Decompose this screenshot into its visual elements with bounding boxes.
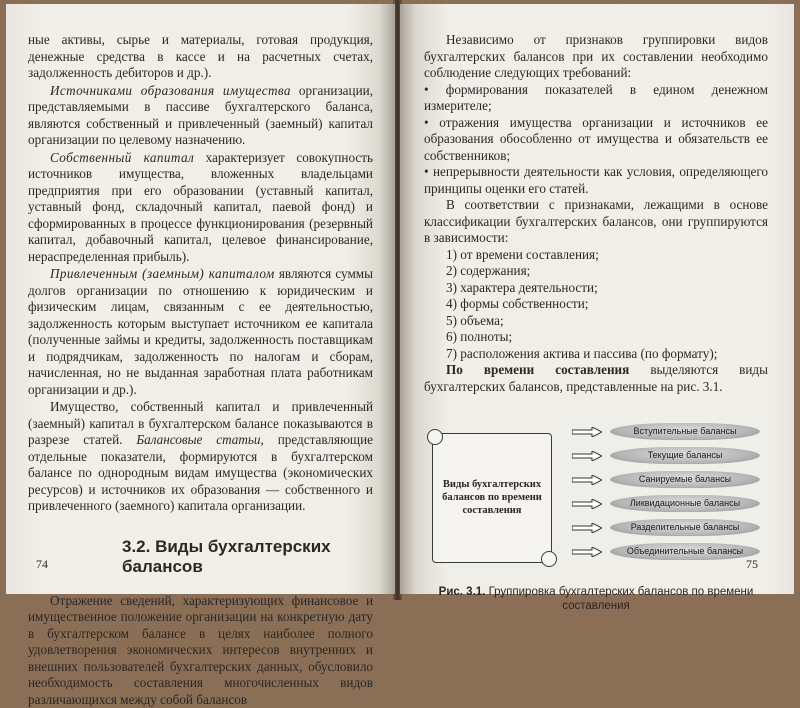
criteria-item: 6) полноты; (424, 329, 768, 346)
arrow-icon (572, 427, 602, 437)
requirement-item: • отражения имущества организации и источников ее образования обособленно от имущества и обязательств ее собственников; (424, 115, 768, 165)
requirement-item: • непрерывности деятельности как условия, определяющего принципы оценки его статей. (424, 164, 768, 197)
scroll-shape (432, 433, 552, 563)
page-number-left: 74 (36, 557, 48, 572)
criteria-item: 1) от времени составления; (424, 247, 768, 264)
balance-type-item: Вступительные балансы (610, 423, 760, 440)
criteria-item: 5) объема; (424, 313, 768, 330)
paragraph-borrowed-capital (28, 266, 373, 398)
section-title: 3.2. Виды бухгалтерских балансов (122, 537, 373, 577)
arrow-icon (572, 451, 602, 461)
balance-type-item: Санируемые балансы (610, 471, 760, 488)
right-page (400, 4, 794, 594)
paragraph-borrowed-capital-text: являются суммы долгов организации по отношению к юридическим и физическим лицам, связанным с ее деятельностью, задолженность которым выступает источником ее капитала (полученные займы и кредиты, задолженность поставщикам и подрядчикам, задолженность по налогам и сборам, начисленная, но не выданная заработная плата работникам организации и др.). (28, 266, 373, 397)
figure-caption-text: Группировка бухгалтерских балансов по времени составления (485, 586, 753, 612)
balance-type-item: Ликвидационные балансы (610, 495, 760, 512)
page-number-right: 75 (746, 557, 758, 572)
term-own-capital: Собственный капитал (50, 150, 194, 165)
criteria-item: 7) расположения актива и пассива (по формату); (424, 346, 768, 363)
arrow-icon (572, 499, 602, 509)
left-page (6, 4, 395, 594)
arrow-icon (572, 547, 602, 557)
paragraph-balance-items-text: , представляющие отдельные показатели, формируются в бухгалтерском балансе по однородным видам имущества (экономических ресурсов) и источников их образования — собственного и привлеченного (заемного) капитала организации. (28, 432, 373, 513)
paragraph-balance-items (28, 399, 373, 515)
paragraph-assets-continued: ные активы, сырье и материалы, готовая продукция, денежные средства в кассе и на расчетных счетах, задолженность дебиторов и др.). (28, 32, 373, 82)
term-sources: Источниками образования имущества (50, 83, 291, 98)
balance-type-item: Текущие балансы (610, 447, 760, 464)
paragraph-section-intro: Отражение сведений, характеризующих финансовое и имущественное положение организации на конкретную дату в бухгалтерском балансе в целях наиболее полного удовлетворения экономических интересов внутренних и внешних пользователей бухгалтерских данных, обусловило необходимость составления многочисленных видов различающихся между собой балансов (28, 593, 373, 708)
balance-type-item: Разделительные балансы (610, 519, 760, 536)
arrow-icon (572, 475, 602, 485)
criteria-item: 2) содержания; (424, 263, 768, 280)
term-borrowed-capital: Привлеченным (заемным) капиталом (50, 266, 275, 281)
paragraph-sources (28, 83, 373, 149)
criteria-item: 3) характера деятельности; (424, 280, 768, 297)
paragraph-balance-items-before: Имущество, собственный капитал и привлеченный (заемный) капитал в бухгалтерском балансе показываются в разрезе статей. (28, 399, 373, 447)
paragraph-requirements-intro: Независимо от признаков группировки видов бухгалтерских балансов при их составлении необходимо соблюдение следующих требований: (424, 32, 768, 82)
paragraph-sources-text: организации, представляемыми в пассиве бухгалтерского баланса, являются собственный и привлеченный (заемный) капитал организации по целевому назначению. (28, 83, 373, 148)
paragraph-time-grouping-text: выделяются виды бухгалтерских балансов, представленные на рис. 3.1. (424, 362, 768, 394)
figure-caption-label: Рис. 3.1. (439, 586, 486, 598)
term-time-grouping: По времени составления (446, 362, 629, 377)
balance-type-item: Объединительные балансы (610, 543, 760, 560)
scroll-label: Виды бухгалтерских балансов по времени составления (441, 478, 543, 517)
paragraph-own-capital (28, 150, 373, 266)
requirement-item: • формирования показателей в едином денежном измерителе; (424, 82, 768, 115)
term-balance-items: Балансовые статьи (136, 432, 260, 447)
paragraph-own-capital-text: характеризует совокупность источников имущества, вложенных владельцами предприятия при его образовании (уставный капитал, уставный фонд, складочный капитал, паевой фонд) и сформированных в процессе функционирования (резервный капитал, добавочный капитал, целевое финансирование, нераспределенная прибыль). (28, 150, 373, 264)
figure-balance-types (424, 423, 768, 579)
figure-caption (424, 585, 768, 613)
paragraph-classification-intro: В соответствии с признаками, лежащими в основе классификации бухгалтерских балансов, они группируются в зависимости: (424, 197, 768, 247)
criteria-item: 4) формы собственности; (424, 296, 768, 313)
arrow-icon (572, 523, 602, 533)
paragraph-time-grouping (424, 362, 768, 395)
